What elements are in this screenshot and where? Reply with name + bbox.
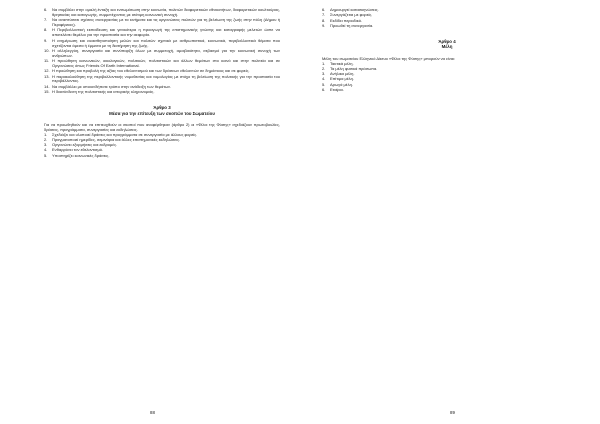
list-item-text: Η διασύνδεση της πολιτιστικής και ιστορικής κληρονομιάς.: [52, 89, 155, 95]
article-4-intro: Μέλη του σωματείου Ελληνικό Δίκτυο «Φίλοι της Φύσης» μπορούν να είναι:: [322, 55, 456, 61]
list-item-number: 13.: [44, 73, 50, 79]
list-item-number: 7.: [322, 12, 326, 18]
list-item-number: 2.: [44, 136, 48, 142]
list-item-text: Επίτιμα μέλη.: [330, 76, 354, 82]
list-item-text: Τα μέλη φυσικά πρόσωπα.: [330, 65, 378, 71]
article-3-intro: Για να προωθηθούν και να επιτευχθούν οι σκοποί που αναφέρθηκαν (άρθρο 2) οι «Φίλοι της Φύσης» σχεδιάζουν πρωτοβουλίες, δράσεις, προγράμματα, συνεργασίες και εκδηλώσεις.: [44, 121, 280, 132]
list-item-number: 6.: [322, 7, 326, 12]
left-text-column: [44, 8, 280, 159]
list-item-text: Εταίροι.: [330, 86, 344, 92]
list-item-number: 15.: [44, 89, 50, 95]
list-item-number: 12.: [44, 68, 50, 74]
list-item-text: Η αλληλεγγύη, συνεργασία και συνύπαρξη όλων με συμμετοχή, αμοιβαιότητα, σεβασμό για την κοινωνική συνοχή των ανθρώπων.: [52, 47, 280, 58]
left-top-list-item: [44, 28, 280, 38]
list-item-number: 10.: [44, 47, 50, 53]
list-item-text: Η ενημέρωση και ευαισθητοποίηση μελών και πολιτών σχετικά με ανθρωπιστικά, κοινωνικά, περιβαλλοντικά θέματα που σχετίζονται άμεσα ή έμμεσα με τη διατήρηση της ζωής.: [52, 37, 280, 48]
left-top-list-item: [44, 75, 280, 85]
list-item-text: Πραγματοποιεί ημερίδες, σεμινάρια και άλλες επιστημονικές εκδηλώσεις.: [52, 136, 181, 142]
list-item-text: Αρωγά μέλη.: [330, 81, 353, 87]
list-item-number: 14.: [44, 83, 50, 89]
article-3-subtitle: Μέσα για την επίτευξη των σκοπών του Σωματείου: [109, 110, 215, 116]
list-item-number: 1.: [44, 131, 48, 137]
list-item-number: 3.: [44, 142, 48, 148]
right-bottom-list: [322, 62, 572, 93]
list-item-number: 5.: [322, 81, 326, 87]
list-item-number: 8.: [44, 27, 48, 33]
list-item-text: Η Περιβαλλοντική εκπαίδευση και γενικότερα η προαγωγή της επιστημονικής γνώσης και καταγραφής μελετών ώστε να αποτελέσει θεμέλιο για την προστασία και την αειφορία.: [52, 27, 280, 38]
list-item-text: Συνεργάζεται με φορείς.: [330, 12, 373, 18]
right-bottom-list-item: [322, 77, 572, 82]
list-item-number: 3.: [322, 71, 326, 77]
list-item-number: 7.: [44, 17, 48, 23]
list-item-text: Ανήλικα μέλη.: [330, 71, 355, 77]
list-item-text: Να αναπτύσσει σχέσεις συνεργασίας με τα κινήματα και τις οργανώσεις πολιτών για τη βελτίωση της ζωής στην πόλη (Δήμου ή Περιφέρειας).: [52, 17, 280, 28]
list-item-text: Η παρακολούθηση της περιβαλλοντικής νομοθεσίας και νομολογίας με στόχο τη βελτίωση της πολιτικής για την προστασία του περιβάλλοντος.: [52, 73, 280, 84]
list-item-number: 2.: [322, 65, 326, 71]
list-item-text: Υποστηρίζει κοινωνικές δράσεις.: [52, 152, 110, 158]
list-item-number: 4.: [44, 147, 48, 153]
list-item-text: Εκδίδει περιοδικό.: [330, 17, 363, 23]
right-bottom-list-item: [322, 83, 572, 88]
list-item-text: Να συμβάλλει με οποιονδήποτε τρόπο στην ανάδειξη των θεμάτων.: [52, 83, 172, 89]
list-item-text: Οργανώνει εξορμήσεις και εκδρομές.: [52, 142, 118, 148]
right-bottom-list-item: [322, 67, 572, 72]
right-bottom-list-item: [322, 72, 572, 77]
right-top-list: [322, 8, 572, 29]
list-item-number: 8.: [322, 17, 326, 23]
list-item-text: Τακτικά μέλη.: [330, 60, 354, 66]
list-item-number: 11.: [44, 58, 50, 64]
list-item-number: 5.: [44, 152, 48, 158]
list-item-number: 6.: [44, 7, 48, 12]
article-4-subtitle: Μέλη: [441, 44, 453, 50]
list-item-text: Προωθεί τη συνεργασία.: [330, 22, 374, 28]
list-item-number: 4.: [322, 76, 326, 82]
page-number-left: 88: [150, 410, 155, 415]
article-4-title: Άρθρο 4: [438, 39, 456, 45]
page-number-right: 89: [450, 410, 455, 415]
list-item-number: 1.: [322, 60, 326, 66]
right-page: [300, 0, 600, 424]
list-item-text: Σχεδιάζει και υλοποιεί δράσεις και προγράμματα σε συνεργασία με άλλους φορείς.: [52, 131, 198, 137]
left-top-list-item: [44, 39, 280, 49]
left-bottom-list: [44, 133, 280, 159]
list-item-number: 9.: [322, 22, 326, 28]
list-item-text: Η προώθηση κοινωνικών, οικολογικών, πολιτικών, πολιτιστικών και άλλων θεμάτων στο κοινό και στην πολιτεία και σε Οργανώσεις όπως Friends Of Earth International.: [52, 58, 280, 68]
list-item-text: Δημιουργεί κατασκηνώσεις.: [330, 7, 379, 12]
left-top-list-item: [44, 90, 280, 95]
list-item-text: Ενθαρρύνει τον εθελοντισμό.: [52, 147, 104, 153]
list-item-text: Να συμβάλει στην ομαλή ένταξη και ενσωμάτωση στην κοινωνία, πολιτών διαφορετικών εθνικοτήτων, διαφορετικών κουλτούρας, θρησκείας και καταγωγής, συμμετέχοντας με ισότιμη κοινωνική συνοχή.: [52, 7, 280, 17]
left-top-list: [44, 8, 280, 95]
list-item-text: Η προώθηση και προβολή της αξίας του εθελοντισμού και των δράσεων εθελοντών σε δημόσιους και σε φορείς.: [52, 68, 250, 74]
left-bottom-list-item: [44, 154, 280, 159]
right-top-list-item: [322, 24, 572, 29]
article-3-title: Άρθρο 3: [153, 105, 171, 111]
list-item-number: 9.: [44, 37, 48, 43]
right-bottom-list-item: [322, 88, 572, 93]
list-item-number: 6.: [322, 86, 326, 92]
right-text-column: [322, 8, 572, 93]
